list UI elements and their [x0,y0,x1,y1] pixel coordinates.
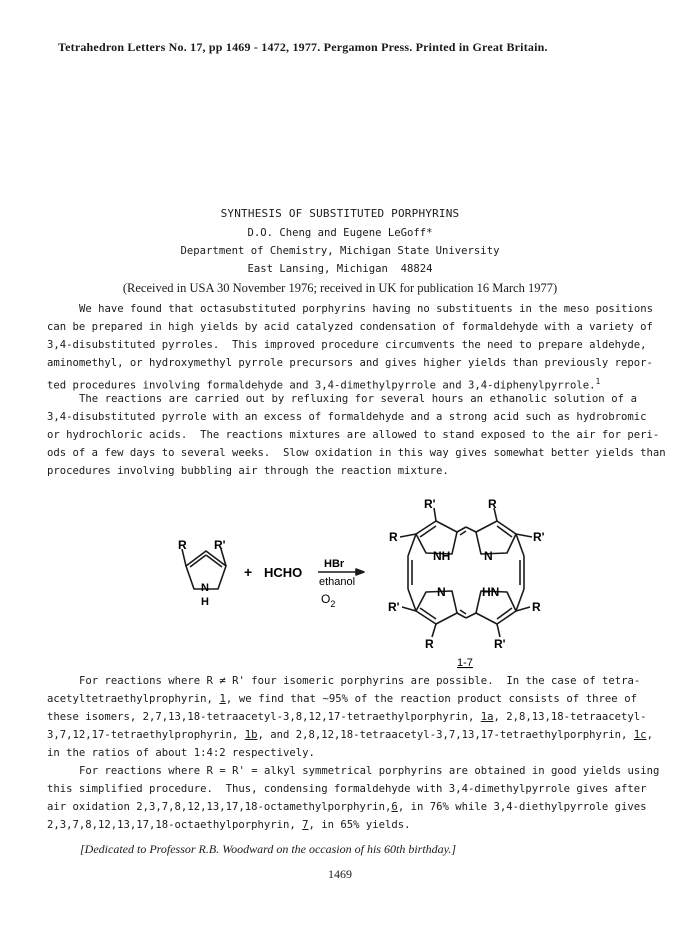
symmetric-line: 2,3,7,8,12,13,17,18-octaethylporphyrin, 7, in 65% yields. [47,819,411,831]
intro-line: aminomethyl, or hydroxymethyl pyrrole precursors and gives higher yields than previously repor- [47,357,653,369]
substituent-label: R [178,538,187,552]
nh-label: NH [433,549,451,563]
intro-line: 3,4-disubstituted pyrroles. This improved procedure circumvents the need to prepare aldehyde, [47,339,647,351]
page-number: 1469 [328,867,352,881]
substituent-label: R' [388,600,400,614]
symmetric-line: air oxidation 2,3,7,8,12,13,17,18-octamethylporphyrin,6, in 76% while 3,4-diethylpyrrole gives [47,801,647,813]
substituent-label: R [488,497,497,511]
received-dates: (Received in USA 30 November 1976; received in UK for publication 16 March 1977) [122,281,558,295]
n-label: N [437,585,446,599]
intro-line: can be prepared in high yields by acid catalyzed condensation of formaldehyde with a variety of [47,321,653,333]
nitrogen-label: N [201,582,209,594]
isomers-line: For reactions where R ≠ R' four isomeric porphyrins are possible. In the case of tetra- [79,675,641,687]
method-line: 3,4-disubstituted pyrrole with an excess of formaldehyde and a strong acid such as hydrobromic [47,411,647,423]
hn-label: HN [482,585,500,599]
running-header: Tetrahedron Letters No. 17, pp 1469 - 1472, 1977. Pergamon Press. Printed in Great Britain. [58,40,548,54]
substituent-label: R' [533,530,545,544]
substituent-label: R [425,637,434,651]
intro-line: ted procedures involving formaldehyde and 3,4-dimethylpyrrole and 3,4-diphenylpyrrole.$^1$ [47,377,601,392]
isomers-line: in the ratios of about 1:4:2 respectively. [47,747,315,759]
acid-label: HBr [324,558,345,570]
isomers-line: these isomers, 2,7,13,18-tetraacetyl-3,8,12,17-tetraethylporphyrin, 1a, 2,8,13,18-tetraacetyl- [47,711,647,723]
dedication: [Dedicated to Professor R.B. Woodward on the occasion of his 60th birthday.] [80,842,456,856]
hydrogen-label: H [201,596,209,608]
compound-number: 1-7 [457,657,473,669]
n-label: N [484,549,493,563]
formaldehyde-label: HCHO [264,565,303,580]
intro-line: We have found that octasubstituted porphyrins having no substituents in the meso positions [79,303,654,315]
plus-sign: + [244,564,253,580]
solvent-label: ethanol [319,576,356,588]
oxidant-label: $O_2$ [321,592,336,609]
substituent-label: R' [494,637,506,651]
substituent-label: R [389,530,398,544]
isomers-line: 3,7,12,17-tetraethylprophyrin, 1b, and 2,8,12,18-tetraacetyl-3,7,13,17-tetraethylporphyrin, 1c, [47,729,653,741]
substituent-label: R' [214,538,226,552]
method-line: or hydrochloric acids. The reactions mixtures are allowed to stand exposed to the air for peri- [47,429,660,441]
method-line: The reactions are carried out by refluxing for several hours an ethanolic solution of a [79,393,637,405]
method-line: procedures involving bubbling air through the reaction mixture. [47,465,449,477]
isomers-line: acetyltetraethylprophyrin, 1, we find that ∼95% of the reaction product consists of three of [47,693,637,705]
article-title: SYNTHESIS OF SUBSTITUTED PORPHYRINS [220,207,460,220]
symmetric-line: this simplified procedure. Thus, condensing formaldehyde with 3,4-dimethylpyrrole gives after [47,783,647,795]
location: East Lansing, Michigan 48824 [247,263,433,275]
authors: D.O. Cheng and Eugene LeGoff* [247,227,433,239]
symmetric-line: For reactions where R = R' = alkyl symmetrical porphyrins are obtained in good yields using [79,765,660,777]
substituent-label: R [532,600,541,614]
method-line: ods of a few days to several weeks. Slow oxidation in this way gives somewhat better yields than [47,447,666,459]
reference-marker: 1 [595,377,601,386]
substituent-label: R' [424,497,436,511]
affiliation: Department of Chemistry, Michigan State University [180,245,500,257]
